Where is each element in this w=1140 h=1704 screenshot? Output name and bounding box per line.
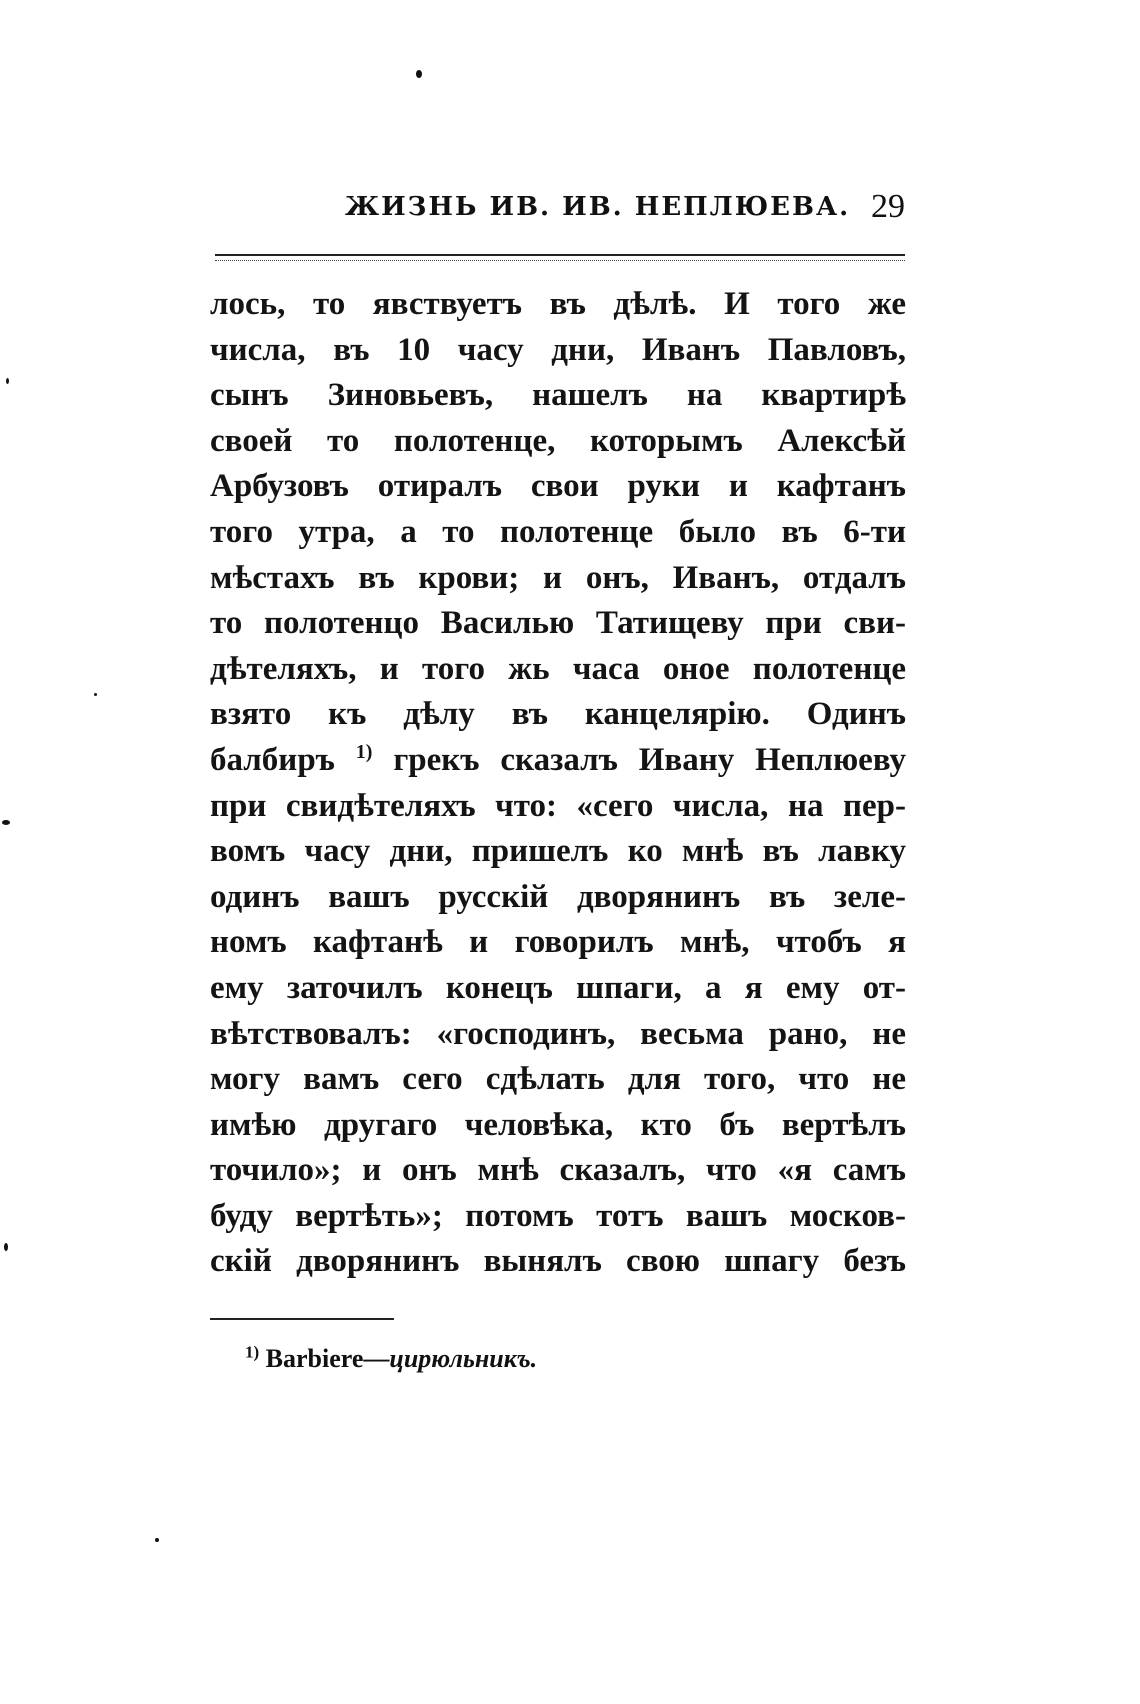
page-number: 29 — [871, 188, 905, 225]
header-rule — [215, 254, 905, 261]
text-line: Арбузовъ отиралъ свои руки и кафтанъ — [210, 468, 906, 505]
text-line: буду вертѣть»; потомъ тотъ вашъ москов- — [210, 1197, 906, 1234]
text-line: числа, въ 10 часу дни, Иванъ Павловъ, — [210, 331, 906, 368]
text-line: могу вамъ сего сдѣлать для того, что не — [210, 1061, 906, 1098]
footnoted-word: балбиръ — [210, 741, 335, 778]
footnote-mark: 1) — [245, 1342, 260, 1362]
text-line: вомъ часу дни, пришелъ ко мнѣ въ лавку — [210, 833, 906, 870]
body-text — [210, 282, 906, 1285]
text-line-with-footnote — [210, 738, 906, 784]
print-speck — [4, 1243, 8, 1251]
text-line: скій дворянинъ вынялъ свою шпагу безъ — [210, 1243, 906, 1280]
print-speck — [6, 378, 9, 384]
footnote-term: Barbiere— — [265, 1344, 390, 1373]
text-line: своей то полотенце, которымъ Алексѣй — [210, 422, 906, 459]
text-line: точило»; и онъ мнѣ сказалъ, что «я самъ — [210, 1152, 906, 1189]
text-line: ему заточилъ конецъ шпаги, а я ему от- — [210, 969, 906, 1006]
text-line: то полотенцо Василью Татищеву при сви- — [210, 605, 906, 642]
page-header — [215, 188, 905, 234]
print-speck — [416, 70, 422, 78]
text-line: номъ кафтанѣ и говорилъ мнѣ, чтобъ я — [210, 924, 906, 961]
running-title: ЖИЗНЬ ИВ. ИВ. НЕПЛЮЕВА. — [345, 192, 851, 222]
print-speck — [155, 1538, 159, 1542]
text-line: дѣтеляхъ, и того жь часа оное полотенце — [210, 650, 906, 687]
text-line: лось, то явствуетъ въ дѣлѣ. И того же — [210, 286, 906, 322]
footnote — [245, 1344, 537, 1374]
text-line: при свидѣтеляхъ что: «сего числа, на пер- — [210, 787, 906, 824]
text-line: вѣтствовалъ: «господинъ, весьма рано, не — [210, 1015, 906, 1052]
text-line: мѣстахъ въ крови; и онъ, Иванъ, отдалъ — [210, 559, 906, 596]
print-speck — [94, 693, 97, 696]
footnote-reference: 1) — [355, 740, 373, 763]
text-line-rest: грекъ сказалъ Ивану Неплюеву — [393, 741, 906, 778]
footnote-gloss: цирюльникъ. — [389, 1344, 538, 1373]
footnote-rule — [210, 1318, 394, 1320]
text-line: одинъ вашъ русскій дворянинъ въ зеле- — [210, 878, 906, 915]
print-speck — [2, 820, 10, 825]
text-line: имѣю другаго человѣка, кто бъ вертѣлъ — [210, 1106, 906, 1143]
text-line: сынъ Зиновьевъ, нашелъ на квартирѣ — [210, 377, 906, 414]
text-line: того утра, а то полотенце было въ 6-ти — [210, 513, 906, 550]
text-line: взято къ дѣлу въ канцелярію. Одинъ — [210, 696, 906, 733]
